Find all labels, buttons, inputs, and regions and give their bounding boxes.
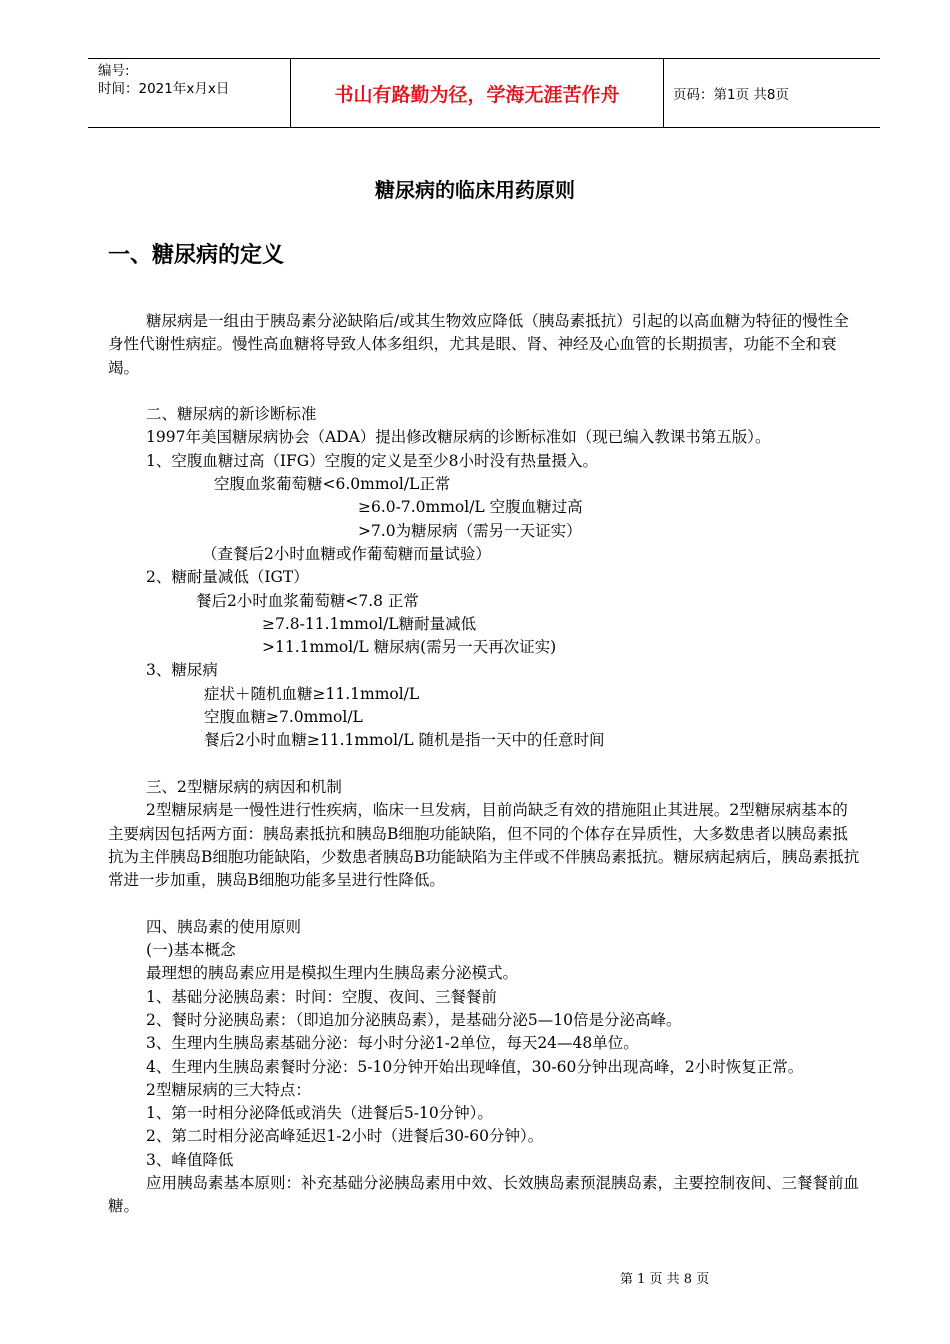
section3-heading: 三、2型糖尿病的病因和机制: [146, 777, 342, 796]
section3-paragraph: 2型糖尿病是一慢性进行性疾病，临床一旦发病，目前尚缺乏有效的措施阻止其进展。2型糖尿病基本的主要病因包括两方面：胰岛素抵抗和胰岛B细胞功能缺陷，但不同的个体存在异质性，大多数患者以胰岛素抵抗为主伴胰岛B细胞功能缺陷，少数患者胰岛B功能缺陷为主伴或不伴胰岛素抵抗。糖尿病起病后，胰岛素抵抗常进一步加重，胰岛B细胞功能多呈进行性降低。: [108, 801, 860, 890]
header-page-label: 页码：第1页 共8页: [673, 87, 789, 103]
section4-line-7: 1、第一时相分泌降低或消失（进餐后5-10分钟）。: [146, 1104, 493, 1123]
section4-line-8: 2、第二时相分泌高峰延迟1-2小时（进餐后30-60分钟）。: [146, 1127, 544, 1146]
ifg-note: （查餐后2小时血糖或作葡萄糖而量试验）: [202, 544, 491, 563]
section4-heading: 四、胰岛素的使用原则: [146, 917, 302, 936]
dm-title: 3、糖尿病: [146, 661, 218, 680]
section4-line-1: 最理想的胰岛素应用是模拟生理内生胰岛素分泌模式。: [146, 964, 519, 983]
igt-title: 2、糖耐量减低（IGT）: [146, 568, 309, 587]
section2-heading: 二、糖尿病的新诊断标准: [146, 405, 317, 424]
time-label: 时间：2021年x月x日: [98, 81, 230, 97]
section4-line-4: 3、生理内生胰岛素基础分泌：每小时分泌1-2单位，每天24—48单位。: [146, 1034, 639, 1053]
section4-line-6: 2型糖尿病的三大特点：: [146, 1080, 311, 1099]
dm-line-2: 空腹血糖≥7.0mmol/L: [204, 708, 363, 727]
dm-line-1: 症状＋随机血糖≥11.1mmol/L: [204, 684, 420, 703]
ifg-line-1: 空腹血浆葡萄糖<6.0mmol/L正常: [214, 475, 451, 494]
section1-paragraph: 糖尿病是一组由于胰岛素分泌缺陷后/或其生物效应降低（胰岛素抵抗）引起的以高血糖为特征的慢性全身性代谢性病症。慢性高血糖将导致人体多组织，尤其是眼、肾、神经及心血管的长期损害，功能不全和衰竭。: [108, 312, 849, 377]
igt-line-1: 餐后2小时血浆葡萄糖<7.8 正常: [196, 591, 419, 610]
section4-line-10: 应用胰岛素基本原则：补充基础分泌胰岛素用中效、长效胰岛素预混胰岛素，主要控制夜间、三餐餐前血糖。: [108, 1173, 860, 1216]
page-header: [88, 58, 880, 128]
document-title: 糖尿病的临床用药原则: [375, 178, 575, 202]
header-meta: [88, 59, 291, 127]
page-footer: 第 1 页 共 8 页: [620, 1272, 710, 1287]
ifg-title: 1、空腹血糖过高（IFG）空腹的定义是至少8小时没有热量摄入。: [146, 451, 598, 470]
section4-subheading: (一)基本概念: [146, 941, 236, 960]
igt-line-2: ≥7.8-11.1mmol/L糖耐量减低: [262, 614, 477, 633]
igt-line-3: >11.1mmol/L 糖尿病(需另一天再次证实): [262, 638, 557, 657]
ifg-line-2: ≥6.0-7.0mmol/L 空腹血糖过高: [358, 498, 583, 517]
section4-line-2: 1、基础分泌胰岛素：时间：空腹、夜间、三餐餐前: [146, 987, 497, 1006]
section4-line-9: 3、峰值降低: [146, 1150, 234, 1169]
section1-heading: 一、糖尿病的定义: [108, 243, 285, 268]
section2-intro: 1997年美国糖尿病协会（ADA）提出修改糖尿病的诊断标准如（现已编入教课书第五版）。: [146, 428, 771, 447]
dm-line-3: 餐后2小时血糖≥11.1mmol/L 随机是指一天中的任意时间: [204, 731, 605, 750]
document-body: [108, 310, 860, 1219]
header-motto: 书山有路勤为径，学海无涯苦作舟: [291, 59, 664, 127]
section4-line-5: 4、生理内生胰岛素餐时分泌：5-10分钟开始出现峰值，30-60分钟出现高峰，2小时恢复正常。: [146, 1057, 804, 1076]
section4-line-3: 2、餐时分泌胰岛素：（即追加分泌胰岛素），是基础分泌5—10倍是分泌高峰。: [146, 1010, 682, 1029]
number-label: 编号:: [98, 63, 130, 79]
ifg-line-3: >7.0为糖尿病（需另一天证实）: [358, 521, 582, 540]
